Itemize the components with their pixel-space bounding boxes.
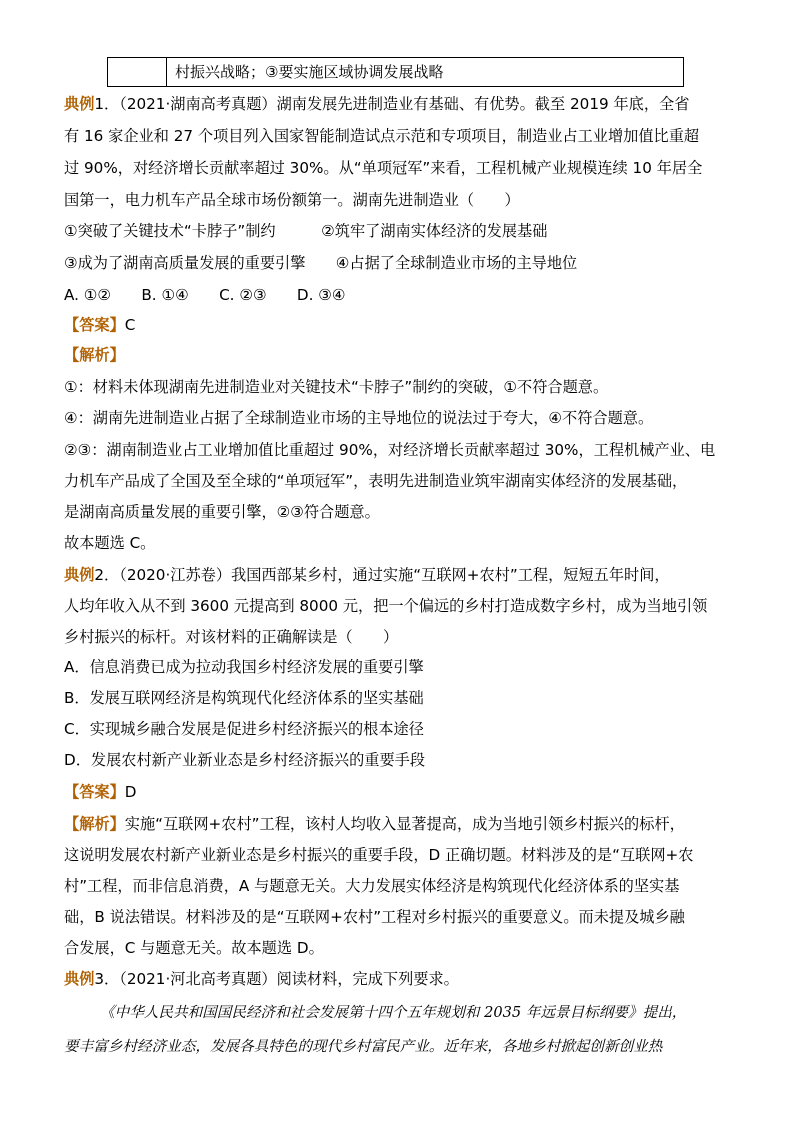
example1-analysis-label: 【解析】	[64, 346, 125, 364]
example2-option-c: C．实现城乡融合发展是促进乡村经济振兴的根本途径	[64, 720, 424, 738]
example2-option-d: D．发展农村新产业新业态是乡村经济振兴的重要手段	[64, 751, 426, 769]
example1-line: 国第一，电力机车产品全球市场份额第一。湖南先进制造业（ ）	[64, 191, 520, 209]
example1-analysis-line: ④：湖南先进制造业占据了全球制造业市场的主导地位的说法过于夸大，④不符合题意。	[64, 409, 654, 427]
answer-value: D	[124, 783, 137, 801]
example3-material-line: 《中华人民共和国国民经济和社会发展第十四个五年规划和 2035 年远景目标纲要》提出，	[100, 1004, 687, 1021]
example2-option-b: B．发展互联网经济是构筑现代化经济体系的坚实基础	[64, 689, 424, 707]
example1-analysis-line: 是湖南高质量发展的重要引擎，②③符合题意。	[64, 503, 380, 521]
answer-label: 【答案】	[64, 316, 125, 334]
example-label: 典例	[64, 970, 95, 988]
example1-analysis-line: ①：材料未体现湖南先进制造业对关键技术“卡脖子”制约的突破，①不符合题意。	[64, 378, 609, 396]
example2-option-a: A．信息消费已成为拉动我国乡村经济发展的重要引擎	[64, 658, 424, 676]
example2-analysis-first: 【解析】实施“互联网+农村”工程，该村人均收入显著提高，成为当地引领乡村振兴的标杆，	[64, 815, 685, 833]
example3-material-line: 要丰富乡村经济业态，发展各具特色的现代乡村富民产业。近年来，各地乡村掀起创新创业热	[64, 1038, 663, 1055]
analysis-label: 【解析】	[64, 815, 125, 833]
answer-label: 【答案】	[64, 783, 125, 801]
answer-value: C	[124, 316, 136, 334]
example1-analysis-line: ②③：湖南制造业占工业增加值比重超过 90%，对经济增长贡献率超过 30%，工程机械产业、电	[64, 441, 716, 459]
example1-conclusion: 故本题选 C。	[64, 534, 156, 552]
table-cell-text: 村振兴战略；③要实施区域协调发展战略	[175, 63, 444, 81]
example-label: 典例	[64, 566, 95, 584]
example1-line: 过 90%，对经济增长贡献率超过 30%。从“单项冠军”来看，工程机械产业规模连续 10 年居全	[64, 159, 703, 177]
example2-line: 人均年收入从不到 3600 元提高到 8000 元，把一个偏远的乡村打造成数字乡村，成为当地引领	[64, 597, 708, 615]
example2-answer	[64, 782, 136, 802]
example2-analysis-line: 村”工程，而非信息消费，A 与题意无关。大力发展实体经济是构筑现代化经济体系的坚实基	[64, 877, 680, 895]
example2-analysis-line: 合发展，C 与题意无关。故本题选 D。	[64, 939, 324, 957]
example1-line: 有 16 家企业和 27 个项目列入国家智能制造试点示范和专项项目，制造业占工业增加值比重超	[64, 127, 700, 145]
table-row	[107, 57, 684, 87]
example2-line: 乡村振兴的标杆。对该材料的正确解读是（ ）	[64, 628, 399, 646]
table-cell-empty	[108, 58, 167, 86]
example2-analysis-line: 础，B 说法错误。材料涉及的是“互联网+农村”工程对乡村振兴的重要意义。而未提及城乡融	[64, 908, 685, 926]
example1-option: ①突破了关键技术“卡脖子”制约 ②筑牢了湖南实体经济的发展基础	[64, 222, 548, 240]
example1-analysis-line: 力机车产品成了全国及至全球的“单项冠军”，表明先进制造业筑牢湖南实体经济的发展基础，	[64, 472, 688, 490]
example1-answer	[64, 315, 135, 335]
example1-heading: 典例1．（2021·湖南高考真题）湖南发展先进制造业有基础、有优势。截至 2019 年底，全省	[64, 95, 690, 113]
example2-analysis-line: 这说明发展农村新产业新业态是乡村振兴的重要手段，D 正确切题。材料涉及的是“互联网+农	[64, 846, 694, 864]
example2-heading: 典例2．（2020·江苏卷）我国西部某乡村，通过实施“互联网+农村”工程，短短五年时间，	[64, 566, 670, 584]
example3-heading: 典例3．（2021·河北高考真题）阅读材料，完成下列要求。	[64, 970, 459, 988]
example1-choices: A. ①② B. ①④ C. ②③ D. ③④	[64, 286, 346, 304]
example1-option: ③成为了湖南高质量发展的重要引擎 ④占据了全球制造业市场的主导地位	[64, 254, 578, 272]
example-label: 典例	[64, 95, 95, 113]
